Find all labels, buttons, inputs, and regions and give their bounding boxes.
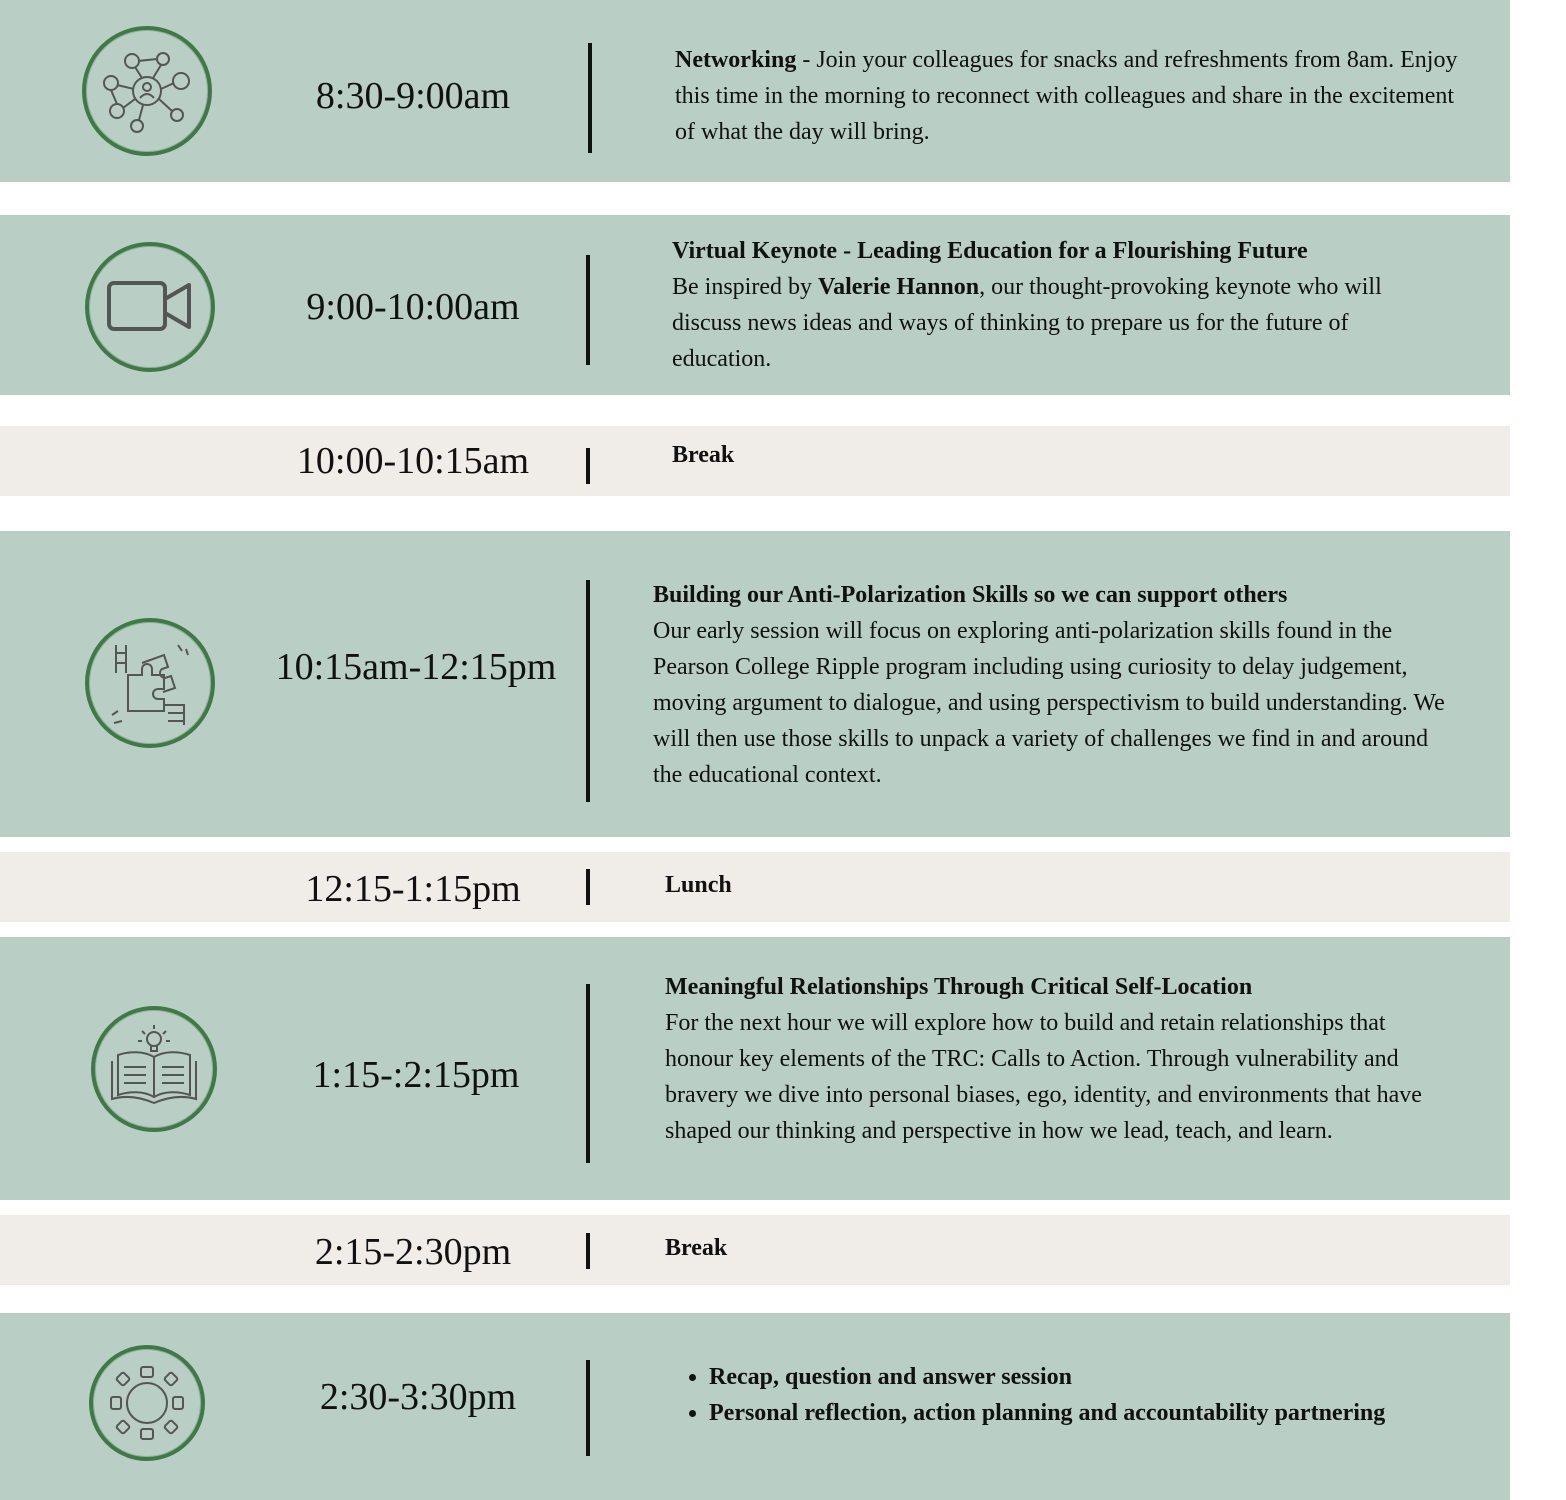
networking-icon-ring <box>82 26 212 156</box>
divider-line <box>586 580 590 802</box>
session-row-relationships <box>0 937 1510 1200</box>
break-label: Break <box>665 1235 728 1261</box>
list-item: • Recap, question and answer session <box>709 1359 1465 1395</box>
time-slot: 10:00-10:15am <box>296 440 530 482</box>
bullet-list <box>675 1359 1465 1431</box>
puzzle-icon-ring <box>85 618 215 748</box>
session-description <box>672 233 1452 377</box>
time-slot: 9:00-10:00am <box>306 286 520 328</box>
session-body: Be inspired by Valerie Hannon, our thought-provoking keynote who will discuss news ideas and ways of thinking to prepare us for the future of education. <box>672 274 1382 372</box>
divider-line <box>588 43 592 153</box>
time-slot: 8:30-9:00am <box>315 75 511 117</box>
video-icon-ring <box>85 242 215 372</box>
break-label: Break <box>672 442 735 468</box>
session-title: Building our Anti-Polarization Skills so we can support others <box>653 582 1288 608</box>
divider-line <box>586 1360 590 1456</box>
time-slot: 10:15am-12:15pm <box>275 646 557 688</box>
session-row-recap <box>0 1313 1510 1500</box>
session-title: Networking <box>675 47 797 73</box>
book-icon-ring <box>91 1006 217 1132</box>
speaker-name: Valerie Hannon <box>817 274 980 300</box>
session-row-keynote <box>0 215 1510 395</box>
divider-line <box>586 1233 590 1269</box>
open-book-lightbulb-icon <box>106 1021 202 1117</box>
time-slot: 2:30-3:30pm <box>319 1376 517 1418</box>
table-icon-ring <box>89 1345 205 1461</box>
time-slot: 2:15-2:30pm <box>314 1231 512 1273</box>
session-row-networking <box>0 0 1510 182</box>
divider-line <box>586 869 590 905</box>
session-body: - Join your colleagues for snacks and refreshments from 8am. Enjoy this time in the morning to reconnect with colleagues and share in the excitement of what the day will bring. <box>675 47 1458 145</box>
session-title: Virtual Keynote - Leading Education for a Flourishing Future <box>672 238 1308 264</box>
list-item: • Personal reflection, action planning and accountability partnering <box>709 1395 1465 1431</box>
lunch-row <box>0 852 1510 922</box>
session-description <box>653 577 1453 793</box>
session-body: For the next hour we will explore how to build and retain relationships that honour key elements of the TRC: Calls to Action. Through vulnerability and bravery we dive into personal biases, ego, identity, and environments that have shaped our thinking and perspective in how we lead, teach, and learn. <box>665 1010 1422 1144</box>
divider-line <box>586 448 590 484</box>
lunch-label: Lunch <box>665 872 732 898</box>
session-row-anti-polarization <box>0 531 1510 837</box>
session-description <box>675 1359 1465 1431</box>
divider-line <box>586 984 590 1163</box>
session-description <box>665 969 1455 1149</box>
puzzle-hands-icon <box>102 635 198 731</box>
round-table-icon <box>105 1361 189 1445</box>
time-slot: 1:15-:2:15pm <box>312 1054 520 1096</box>
session-body: Our early session will focus on exploring anti-polarization skills found in the Pearson College Ripple program including using curiosity to delay judgement, moving argument to dialogue, and using perspectivism to build understanding. We will then use those skills to unpack a variety of challenges we find in and around the educational context. <box>653 618 1445 788</box>
session-description <box>675 42 1465 150</box>
session-title: Meaningful Relationships Through Critical Self-Location <box>665 974 1253 1000</box>
break-row <box>0 426 1510 496</box>
divider-line <box>586 255 590 365</box>
time-slot: 12:15-1:15pm <box>305 868 521 910</box>
networking-people-icon <box>97 41 197 141</box>
break-row <box>0 1215 1510 1285</box>
video-camera-icon <box>105 277 195 337</box>
